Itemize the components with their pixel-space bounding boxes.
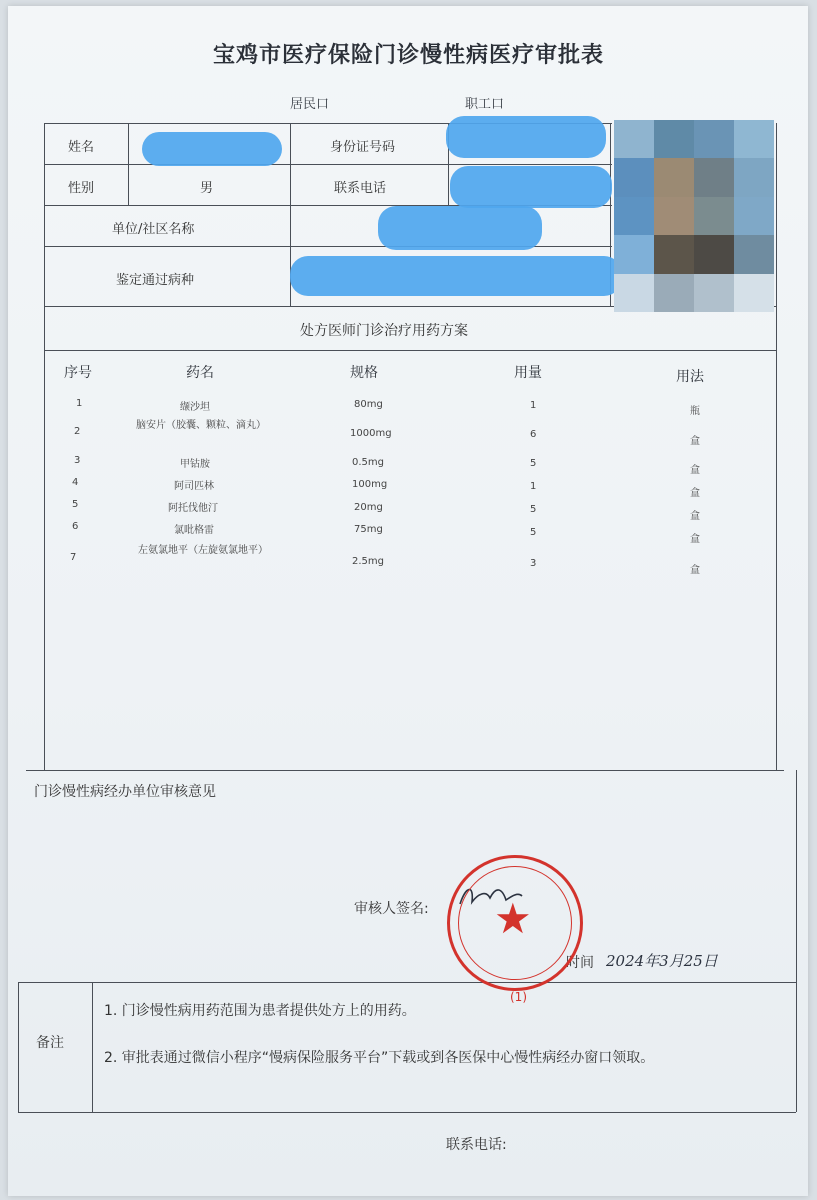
row-7-qty: 3: [530, 558, 537, 569]
footer-contact-label: 联系电话:: [446, 1137, 507, 1153]
header-qty: 用量: [514, 365, 542, 381]
redacted-name: [142, 132, 282, 166]
unit-label: 单位/社区名称: [112, 222, 195, 237]
gender-label: 性别: [68, 181, 95, 196]
row-7-usage: 盒: [690, 565, 700, 576]
id-number-label: 身份证号码: [330, 140, 396, 155]
row-6-drug: 氯吡格雷: [174, 525, 214, 536]
redacted-id-number: [446, 116, 606, 158]
row-1-spec: 80mg: [354, 399, 383, 410]
row-6-usage: 盒: [690, 534, 700, 545]
document-title: 宝鸡市医疗保险门诊慢性病医疗审批表: [212, 43, 604, 68]
header-spec: 规格: [350, 365, 378, 381]
header-drug: 药名: [186, 365, 214, 381]
table-line: [128, 123, 129, 205]
row-1-usage: 瓶: [690, 406, 700, 417]
plan-heading: 处方医师门诊治疗用药方案: [300, 323, 468, 339]
notes-line-2: 2. 审批表通过微信小程序“慢病保险服务平台”下载或到各医保中心慢性病经办窗口领取。: [104, 1050, 655, 1066]
table-border-right: [796, 770, 797, 1112]
row-4-spec: 100mg: [352, 479, 388, 490]
row-6-qty: 5: [530, 527, 537, 538]
row-4-no: 4: [72, 477, 79, 488]
table-border-bottom: [18, 1112, 796, 1113]
row-5-spec: 20mg: [354, 502, 383, 513]
redacted-disease: [290, 256, 622, 296]
row-2-usage: 盒: [690, 436, 700, 447]
row-7-spec: 2.5mg: [352, 556, 384, 567]
row-3-no: 3: [74, 455, 81, 466]
phone-label: 联系电话: [334, 181, 387, 196]
row-4-usage: 盒: [690, 488, 700, 499]
row-6-spec: 75mg: [354, 524, 383, 535]
pixelated-photo: [614, 120, 774, 312]
row-1-drug: 缬沙坦: [180, 402, 210, 413]
notes-label: 备注: [36, 1035, 64, 1051]
row-5-no: 5: [72, 499, 79, 510]
row-7-drug: 左氨氯地平（左旋氨氯地平）: [138, 545, 268, 556]
signer-label: 审核人签名:: [354, 901, 429, 917]
row-2-qty: 6: [530, 429, 537, 440]
redacted-unit: [378, 206, 542, 250]
row-2-spec: 1000mg: [350, 428, 392, 439]
row-2-drug: 脑安片（胶囊、颗粒、滴丸）: [136, 420, 266, 431]
row-5-usage: 盒: [690, 511, 700, 522]
table-border-left: [18, 982, 19, 1112]
row-5-drug: 阿托伐他汀: [168, 503, 218, 514]
table-border-left: [44, 123, 45, 770]
table-line: [44, 164, 612, 165]
table-border-right: [776, 123, 777, 770]
row-6-no: 6: [72, 521, 79, 532]
seal-number: (1): [510, 990, 527, 1004]
handwritten-date: 2024年3月25日: [606, 952, 718, 970]
seal-star-icon: ★: [494, 894, 532, 943]
official-seal: [447, 855, 583, 991]
header-no: 序号: [64, 365, 92, 381]
row-3-qty: 5: [530, 458, 537, 469]
name-label: 姓名: [68, 140, 95, 155]
row-5-qty: 5: [530, 504, 537, 515]
notes-line-1: 1. 门诊慢性病用药范围为患者提供处方上的用药。: [104, 1003, 416, 1019]
row-1-qty: 1: [530, 400, 537, 411]
gender-value: 男: [200, 181, 214, 196]
redacted-phone: [450, 166, 612, 208]
row-3-drug: 甲钴胺: [180, 459, 210, 470]
row-7-no: 7: [70, 552, 77, 563]
review-heading: 门诊慢性病经办单位审核意见: [34, 784, 216, 800]
checkbox-resident: 居民口: [290, 97, 330, 112]
time-label: 时间: [566, 955, 594, 971]
checkbox-worker: 职工口: [465, 97, 505, 112]
row-4-qty: 1: [530, 481, 537, 492]
table-line: [44, 350, 776, 351]
table-line: [18, 982, 796, 983]
row-3-spec: 0.5mg: [352, 457, 384, 468]
row-2-no: 2: [74, 426, 81, 437]
row-4-drug: 阿司匹林: [174, 481, 214, 492]
header-usage: 用法: [676, 369, 704, 385]
disease-label: 鉴定通过病种: [116, 273, 195, 288]
row-3-usage: 盒: [690, 465, 700, 476]
row-1-no: 1: [76, 398, 83, 409]
table-line: [92, 982, 93, 1112]
table-line: [26, 770, 784, 771]
